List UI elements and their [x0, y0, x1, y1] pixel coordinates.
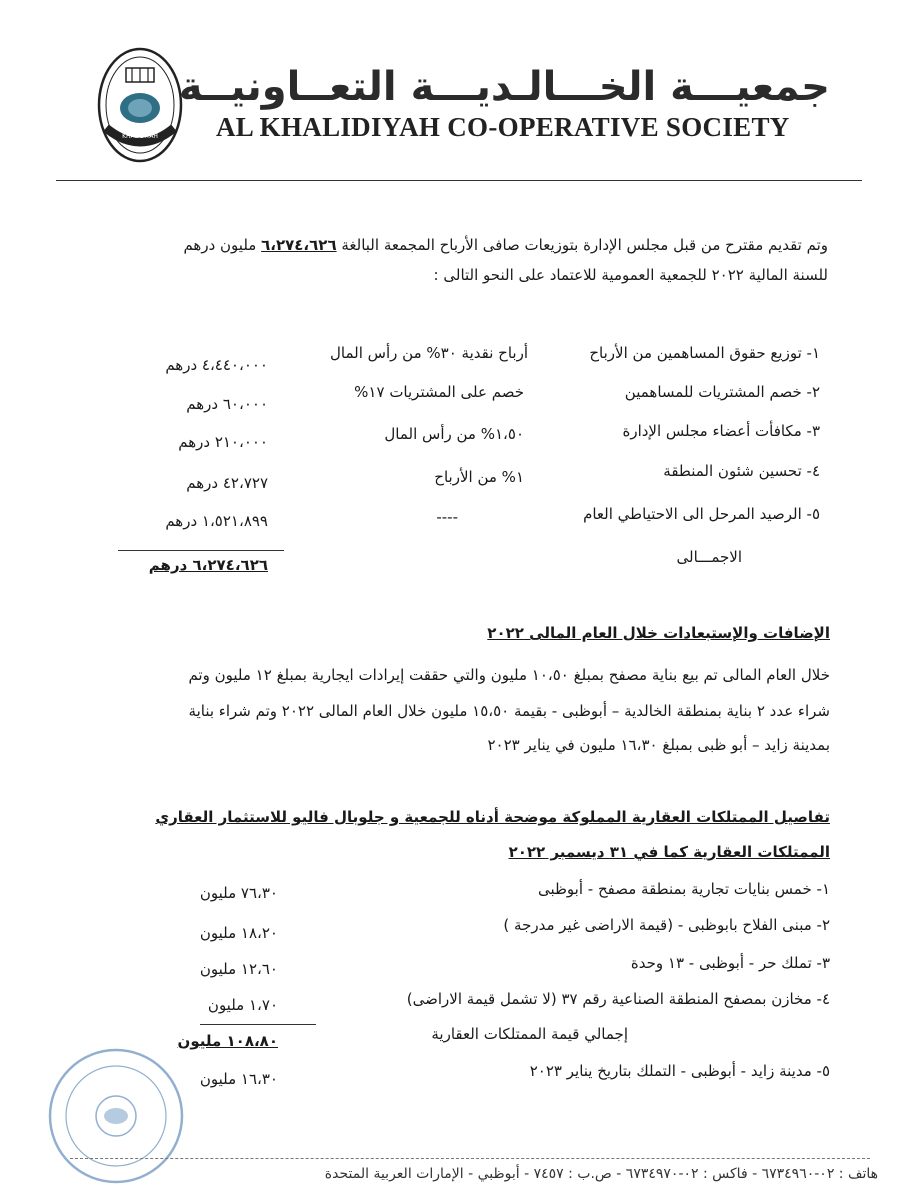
dist-desc-4: ١% من الأرباح — [434, 468, 524, 486]
property-amount-1: ٧٦،٣٠ مليون — [199, 884, 278, 902]
properties-heading-2: الممتلكات العقارية كما في ٣١ ديسمبر ٢٠٢٢ — [508, 843, 830, 861]
dist-amount-2: ٦٠،٠٠٠ درهم — [186, 395, 268, 413]
property-amount-5: ١٦،٣٠ مليون — [199, 1070, 278, 1088]
property-amount-2: ١٨،٢٠ مليون — [199, 924, 278, 942]
dist-total-label: الاجمـــالى — [676, 548, 742, 566]
dist-desc-1: أرباح نقدية ٣٠% من رأس المال — [330, 344, 528, 362]
property-label-5: ٥- مدينة زايد - أبوظبى - التملك بتاريخ يناير ٢٠٢٣ — [529, 1062, 830, 1080]
property-label-3: ٣- تملك حر - أبوظبى - ١٣ وحدة — [630, 954, 830, 972]
dist-amount-1: ٤،٤٤٠،٠٠٠ درهم — [165, 356, 268, 374]
dist-label-4: ٤- تحسين شئون المنطقة — [663, 462, 820, 480]
property-amount-4: ١،٧٠ مليون — [207, 996, 278, 1014]
intro-line-2: للسنة المالية ٢٠٢٢ للجمعية العمومية للاعتماد على النحو التالى : — [433, 266, 828, 284]
dist-label-2: ٢- خصم المشتريات للمساهمين — [624, 383, 820, 401]
footer-contact: هاتف : ٠٢-٦٧٣٤٩٦٠ - فاكس : ٠٢-٦٧٣٤٩٧٠ - ص.ب : ٧٤٥٧ - أبوظبي - الإمارات العربية المتحدة — [324, 1166, 878, 1182]
intro-amount: ٦،٢٧٤،٦٢٦ — [261, 236, 337, 254]
property-label-4: ٤- مخازن بمصفح المنطقة الصناعية رقم ٣٧ (لا تشمل قيمة الاراضى) — [406, 990, 830, 1008]
total-rule — [118, 550, 284, 551]
property-label-1: ١- خمس بنايات تجارية بمنطقة مصفح - أبوظبى — [537, 880, 830, 898]
additions-line-3: بمدينة زايد – أبو ظبى بمبلغ ١٦،٣٠ مليون في يناير ٢٠٢٣ — [487, 736, 830, 754]
dist-amount-5: ١،٥٢١،٨٩٩ درهم — [165, 512, 268, 530]
dist-desc-3: ١،٥٠% من رأس المال — [384, 425, 524, 443]
intro-text-pre: وتم تقديم مقترح من قبل مجلس الإدارة بتوزيعات صافى الأرباح المجمعة البالغة — [336, 236, 828, 254]
society-logo — [96, 46, 184, 164]
intro-text-post: مليون درهم — [183, 236, 262, 254]
dist-desc-5: ---- — [436, 508, 458, 526]
additions-line-2: شراء عدد ٢ بناية بمنطقة الخالدية – أبوظبى - بقيمة ١٥،٥٠ مليون خلال العام المالى ٢٠٢٢ وتم شراء بناية — [188, 702, 830, 720]
additions-line-1: خلال العام المالى تم بيع بناية مصفح بمبلغ ١٠،٥٠ مليون والتي حققت إيرادات ايجارية بمبلغ ١٢ مليون وتم — [188, 666, 830, 684]
dist-total-amount: ٦،٢٧٤،٦٢٦ درهم — [148, 556, 268, 574]
society-title-arabic: جمعيـــة الخـــالـديـــة التعــاونيــة — [178, 64, 830, 110]
intro-line-1 — [183, 236, 828, 254]
footer-divider — [70, 1158, 870, 1159]
additions-heading: الإضافات والإستبعادات خلال العام المالى ٢٠٢٢ — [487, 624, 830, 642]
property-label-2: ٢- مبنى الفلاح بابوظبى - (قيمة الاراضى غير مدرجة ) — [503, 916, 830, 934]
society-title-english: AL KHALIDIYAH CO-OPERATIVE SOCIETY — [216, 112, 790, 142]
society-stamp — [46, 1046, 186, 1186]
dist-amount-3: ٢١٠،٠٠٠ درهم — [178, 433, 268, 451]
dist-label-5: ٥- الرصيد المرحل الى الاحتياطي العام — [583, 505, 820, 523]
property-total-rule — [200, 1024, 316, 1025]
header-divider — [56, 180, 862, 181]
dist-desc-2: خصم على المشتريات ١٧% — [354, 383, 524, 401]
property-total-label: إجمالي قيمة الممتلكات العقارية — [431, 1025, 628, 1043]
property-total-amount: ١٠٨،٨٠ مليون — [177, 1032, 278, 1050]
dist-label-3: ٣- مكافأت أعضاء مجلس الإدارة — [622, 422, 820, 440]
dist-label-1: ١- توزيع حقوق المساهمين من الأرباح — [589, 344, 820, 362]
svg-text:KHALIDIYAH: KHALIDIYAH — [122, 133, 158, 140]
dist-amount-4: ٤٢،٧٢٧ درهم — [186, 474, 268, 492]
properties-heading-1: تفاصيل الممتلكات العقارية المملوكة موضحة أدناه للجمعية و جلوبال فاليو للاستثمار العقاري — [155, 808, 830, 826]
property-amount-3: ١٢،٦٠ مليون — [199, 960, 278, 978]
